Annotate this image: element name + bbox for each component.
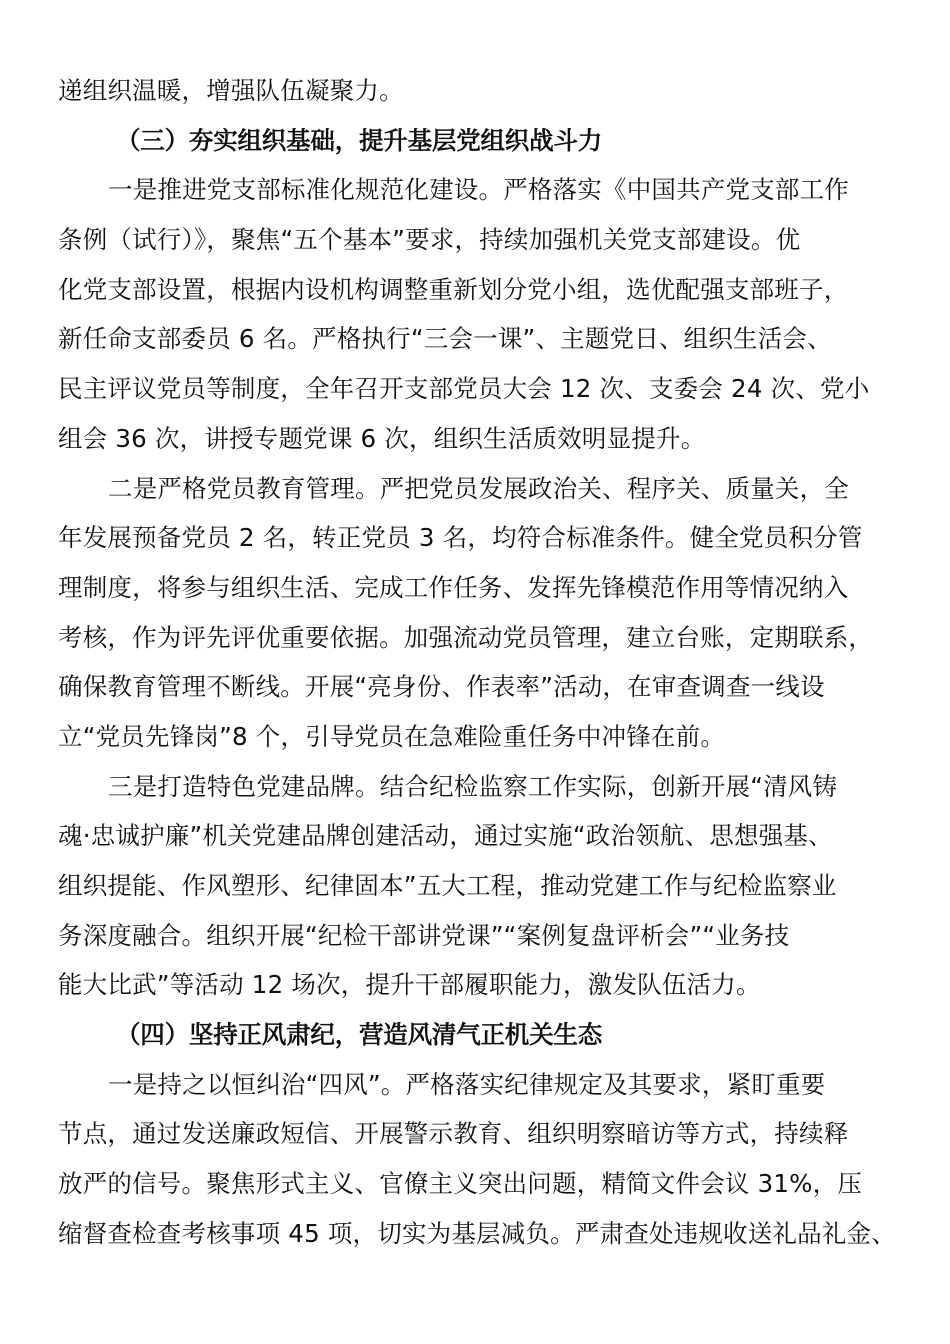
paragraph-line: 能大比武”等活动 12 场次，提升干部履职能力，激发队伍活力。 [58,970,761,1000]
paragraph-line: 缩督查检查考核事项 45 项，切实为基层减负。严肃查处违规收送礼品礼金、 [58,1218,896,1248]
paragraph-line: 条例（试行）》，聚焦“五个基本”要求，持续加强机关党支部建设。优 [58,225,801,255]
section-heading-4: （四）坚持正风肃纪，营造风清气正机关生态 [116,1020,602,1050]
paragraph-line: 化党支部设置，根据内设机构调整重新划分党小组，选优配强支部班子， [58,274,849,304]
paragraph-line: 放严的信号。聚焦形式主义、官僚主义突出问题，精简文件会议 31%，压 [58,1169,863,1199]
paragraph-first-line: 三是打造特色党建品牌。结合纪检监察工作实际，创新开展“清风铸 [108,771,838,801]
document-page [58,66,896,1259]
paragraph-line: 民主评议党员等制度，全年召开支部党员大会 12 次、支委会 24 次、党小 [58,374,870,404]
paragraph-first-line: 一是推进党支部标准化规范化建设。严格落实《中国共产党支部工作 [108,175,849,205]
paragraph-line: 年发展预备党员 2 名，转正党员 3 名，均符合标准条件。健全党员积分管 [58,523,863,553]
section-heading-3: （三）夯实组织基础，提升基层党组织战斗力 [116,125,602,155]
paragraph-line: 立“党员先锋岗”8 个，引导党员在急难险重任务中冲锋在前。 [58,721,726,751]
paragraph-line: 递组织温暖，增强队伍凝聚力。 [58,76,404,105]
paragraph-first-line: 二是严格党员教育管理。严把党员发展政治关、程序关、质量关，全 [108,473,849,503]
paragraph-line: 务深度融合。组织开展“纪检干部讲党课”“案例复盘评析会”“业务技 [58,920,790,950]
paragraph-first-line: 一是持之以恒纠治“四风”。严格落实纪律规定及其要求，紧盯重要 [108,1069,826,1099]
paragraph-line: 组会 36 次，讲授专题党课 6 次，组织生活质效明显提升。 [58,423,706,453]
paragraph-line: 魂·忠诚护廉”机关党建品牌创建活动，通过实施“政治领航、思想强基、 [58,821,833,851]
paragraph-line: 理制度，将参与组织生活、完成工作任务、发挥先锋模范作用等情况纳入 [58,572,849,602]
paragraph-line: 新任命支部委员 6 名。严格执行“三会一课”、主题党日、组织生活会、 [58,324,832,354]
paragraph-line: 组织提能、作风塑形、纪律固本”五大工程，推动党建工作与纪检监察业 [58,871,837,900]
paragraph-line: 确保教育管理不断线。开展“亮身份、作表率”活动，在审查调查一线设 [58,672,825,702]
paragraph-line: 考核，作为评先评优重要依据。加强流动党员管理，建立台账，定期联系， [58,622,874,652]
paragraph-line: 节点，通过发送廉政短信、开展警示教育、组织明察暗访等方式，持续释 [58,1119,849,1149]
